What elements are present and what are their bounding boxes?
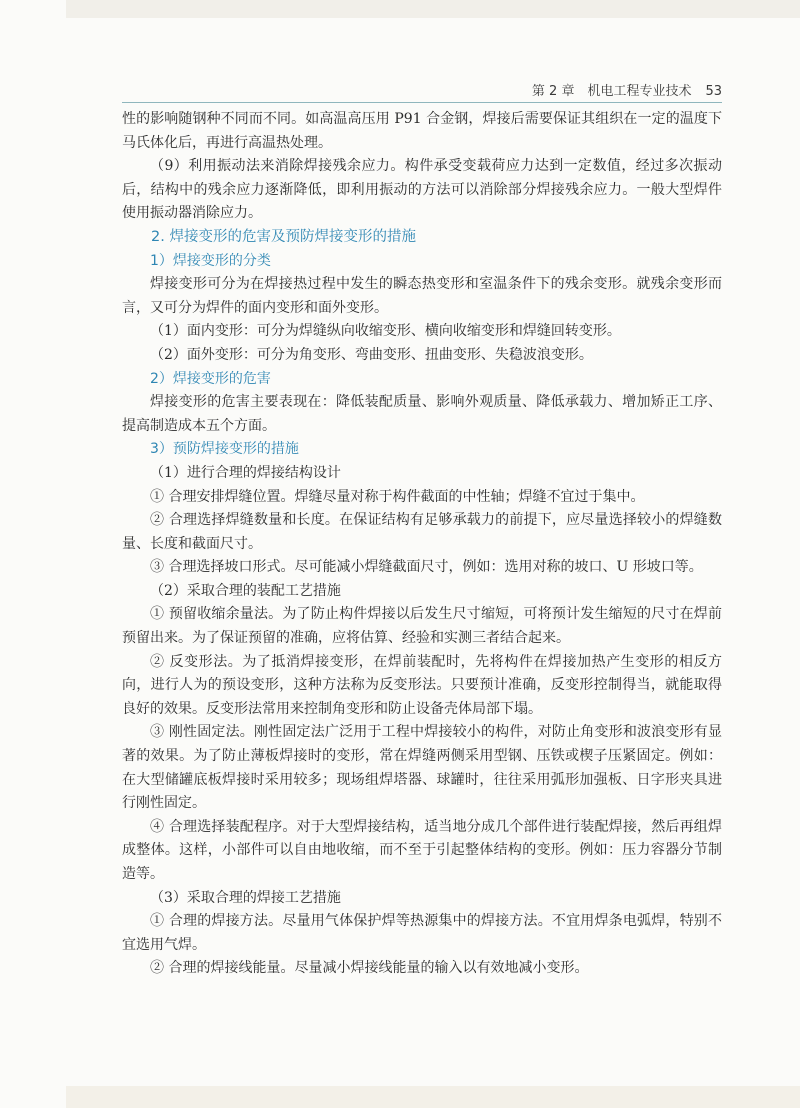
subsection-heading: 1）焊接变形的分类	[150, 252, 271, 269]
paragraph: ② 反变形法。为了抵消焊接变形，在焊前装配时，先将构件在焊接加热产生变形的相反方向，进行人为的预设变形，这种方法称为反变形法。只要预计准确，反变形控制得当，就能取得良好的效果。反变形法常用来控制角变形和防止设备壳体局部下塌。	[122, 653, 722, 717]
paragraph: 性的影响随钢种不同而不同。如高温高压用 P91 合金钢，焊接后需要保证其组织在一定的温度下马氏体化后，再进行高温热处理。	[122, 111, 722, 151]
paragraph: 焊接变形可分为在焊接热过程中发生的瞬态热变形和室温条件下的残余变形。就残余变形而言，又可分为焊件的面内变形和面外变形。	[122, 276, 722, 316]
paragraph: （2）面外变形：可分为角变形、弯曲变形、扭曲变形、失稳波浪变形。	[150, 346, 593, 363]
page-top-band	[66, 0, 800, 18]
subsection-heading: 2）焊接变形的危害	[150, 370, 271, 387]
section-heading: 2. 焊接变形的危害及预防焊接变形的措施	[151, 228, 416, 245]
chapter-title: 第 2 章 机电工程专业技术	[531, 84, 692, 99]
paragraph: ③ 合理选择坡口形式。尽可能减小焊缝截面尺寸，例如：选用对称的坡口、U 形坡口等。	[150, 559, 703, 576]
body-text	[122, 108, 722, 981]
paragraph: ③ 刚性固定法。刚性固定法广泛用于工程中焊接较小的构件，对防止角变形和波浪变形有显著的效果。为了防止薄板焊接时的变形，常在焊缝两侧采用型钢、压铁或楔子压紧固定。例如：在大型储罐底板焊接时采用较多；现场组焊塔器、球罐时，往往采用弧形加强板、日字形夹具进行刚性固定。	[122, 724, 722, 812]
paragraph: （3）采取合理的焊接工艺措施	[150, 889, 341, 906]
running-header	[122, 72, 722, 102]
header-text	[532, 80, 722, 99]
page-number: 53	[705, 84, 722, 99]
paragraph: ④ 合理选择装配程序。对于大型焊接结构，适当地分成几个部件进行装配焊接，然后再组焊成整体。这样，小部件可以自由地收缩，而不至于引起整体结构的变形。例如：压力容器分节制造等。	[122, 818, 722, 882]
subsection-heading: 3）预防焊接变形的措施	[150, 441, 299, 458]
paragraph: （9）利用振动法来消除焊接残余应力。构件承受变载荷应力达到一定数值，经过多次振动后，结构中的残余应力逐渐降低，即利用振动的方法可以消除部分焊接残余应力。一般大型焊件使用振动器消除应力。	[122, 158, 722, 222]
paragraph: （1）面内变形：可分为焊缝纵向收缩变形、横向收缩变形和焊缝回转变形。	[150, 323, 621, 340]
paragraph: ① 合理的焊接方法。尽量用气体保护焊等热源集中的焊接方法。不宜用焊条电弧焊，特别不宜选用气焊。	[122, 913, 722, 953]
paragraph: ② 合理的焊接线能量。尽量减小焊接线能量的输入以有效地减小变形。	[150, 960, 589, 977]
page-bottom-band	[66, 1086, 800, 1108]
paragraph: （2）采取合理的装配工艺措施	[150, 582, 341, 599]
paragraph: 焊接变形的危害主要表现在：降低装配质量、影响外观质量、降低承载力、增加矫正工序、提高制造成本五个方面。	[122, 394, 722, 434]
paragraph: ② 合理选择焊缝数量和长度。在保证结构有足够承载力的前提下，应尽量选择较小的焊缝数量、长度和截面尺寸。	[122, 512, 722, 552]
paragraph: ① 合理安排焊缝位置。焊缝尽量对称于构件截面的中性轴；焊缝不宜过于集中。	[150, 488, 645, 505]
header-rule	[122, 102, 722, 103]
paragraph: （1）进行合理的焊接结构设计	[150, 464, 341, 481]
paragraph: ① 预留收缩余量法。为了防止构件焊接以后发生尺寸缩短，可将预计发生缩短的尺寸在焊前预留出来。为了保证预留的准确，应将估算、经验和实测三者结合起来。	[122, 606, 722, 647]
